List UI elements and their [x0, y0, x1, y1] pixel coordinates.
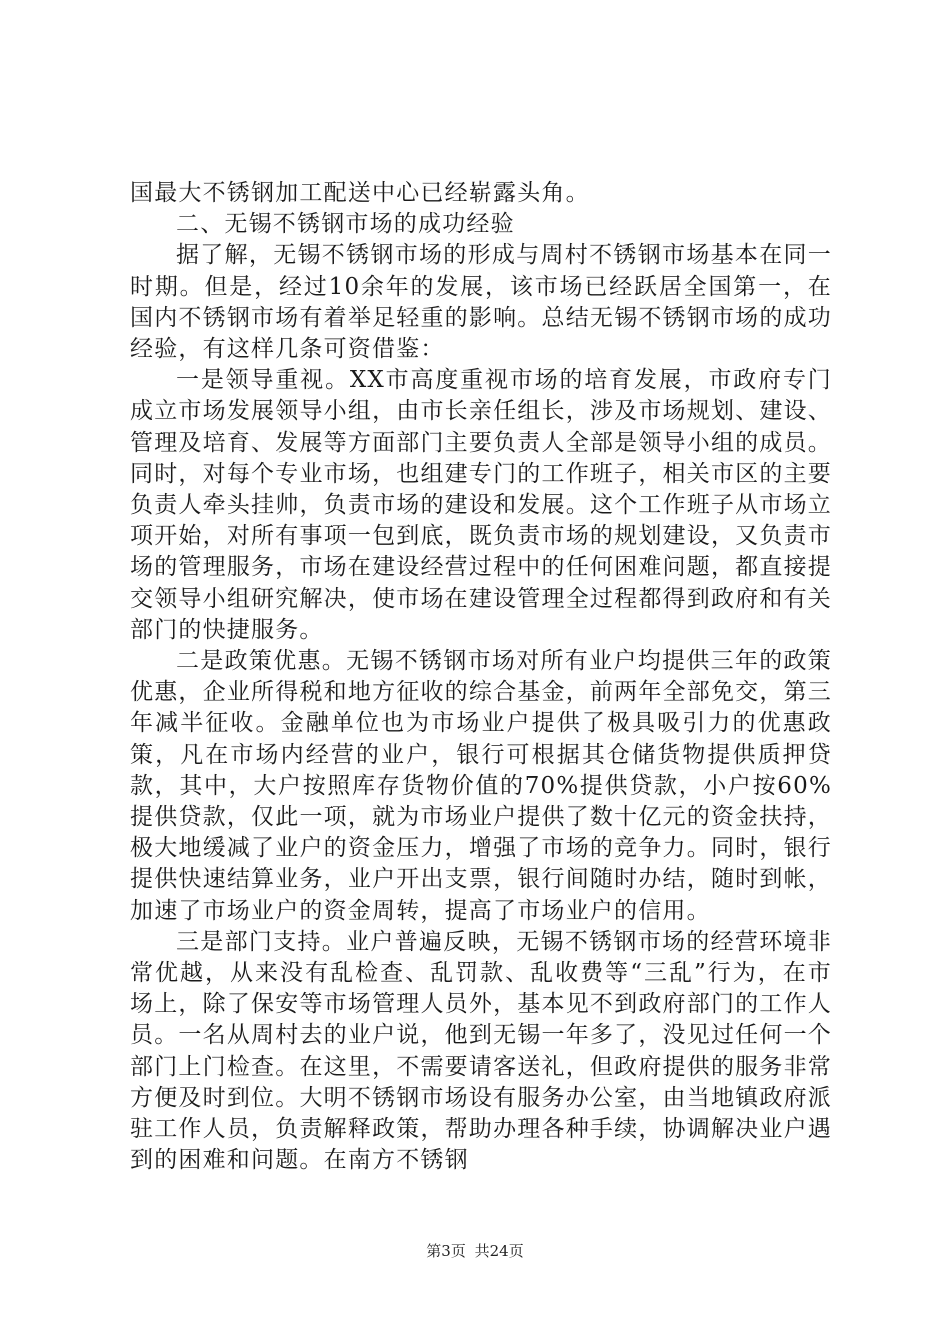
- paragraph-leadership: 一是领导重视。XX市高度重视市场的培育发展，市政府专门成立市场发展领导小组，由市长亲任组长，涉及市场规划、建设、管理及培育、发展等方面部门主要负责人全部是领导小组的成员。同时，对每个专业市场，也组建专门的工作班子，相关市区的主要负责人牵头挂帅，负责市场的建设和发展。这个工作班子从市场立项开始，对所有事项一包到底，既负责市场的规划建设，又负责市场的管理服务，市场在建设经营过程中的任何困难问题，都直接提交领导小组研究解决，使市场在建设管理全过程都得到政府和有关部门的快捷服务。: [130, 367, 832, 643]
- paragraph-policy: 二是政策优惠。无锡不锈钢市场对所有业户均提供三年的政策优惠，企业所得税和地方征收的综合基金，前两年全部免交，第三年减半征收。金融单位也为市场业户提供了极具吸引力的优惠政策，凡在市场内经营的业户，银行可根据其仓储货物提供质押贷款，其中，大户按照库存货物价值的70%提供贷款，小户按60%提供贷款，仅此一项，就为市场业户提供了数十亿元的资金扶持，极大地缓减了业户的资金压力，增强了市场的竞争力。同时，银行提供快速结算业务，业户开出支票，银行间随时办结，随时到帐，加速了市场业户的资金周转，提高了市场业户的信用。: [130, 648, 832, 924]
- paragraph-intro: 据了解，无锡不锈钢市场的形成与周村不锈钢市场基本在同一时期。但是，经过10余年的发展，该市场已经跃居全国第一，在国内不锈钢市场有着举足轻重的影响。总结无锡不锈钢市场的成功经验，有这样几条可资借鉴：: [130, 242, 832, 363]
- section-heading: 二、无锡不锈钢市场的成功经验: [176, 211, 515, 238]
- document-body: [130, 178, 832, 1177]
- paragraph-continuation: 国最大不锈钢加工配送中心已经崭露头角。: [130, 180, 590, 206]
- page-footer: [0, 1240, 950, 1261]
- paragraph-department-support: 三是部门支持。业户普遍反映，无锡不锈钢市场的经营环境非常优越，从来没有乱检查、乱罚款、乱收费等“三乱”行为，在市场上，除了保安等市场管理人员外，基本见不到政府部门的工作人员。一名从周村去的业户说，他到无锡一年多了，没见过任何一个部门上门检查。在这里，不需要请客送礼，但政府提供的服务非常方便及时到位。大明不锈钢市场设有服务办公室，由当地镇政府派驻工作人员，负责解释政策，帮助办理各种手续，协调解决业户遇到的困难和问题。在南方不锈钢: [130, 928, 832, 1174]
- page-total: 共24页: [474, 1242, 524, 1260]
- page-number: 第3页: [426, 1242, 466, 1260]
